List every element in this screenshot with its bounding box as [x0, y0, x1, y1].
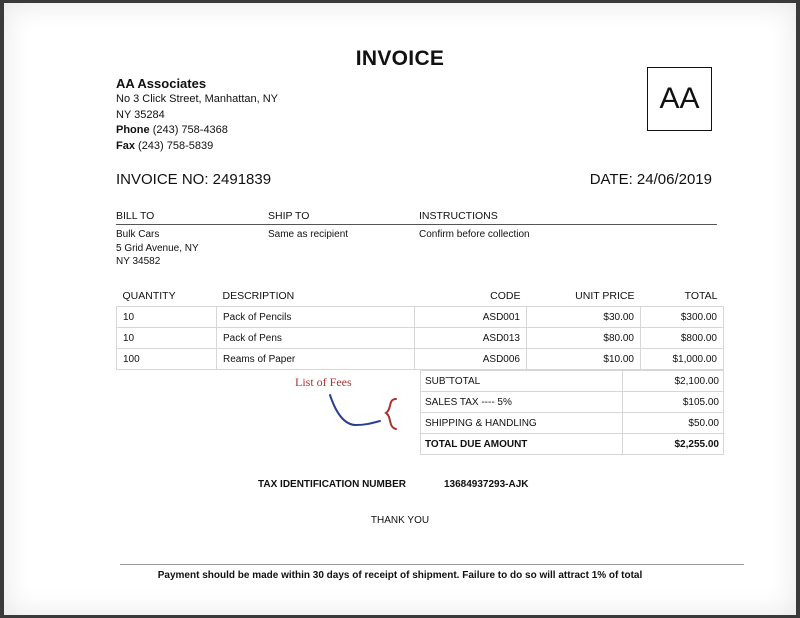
annotation-arrow-icon — [322, 391, 402, 447]
items-header-row — [117, 286, 724, 307]
total-due-label: TOTAL DUE AMOUNT — [421, 434, 623, 455]
invoice-page — [4, 3, 796, 615]
invoice-number: INVOICE NO: 2491839 — [116, 171, 272, 188]
annotation-label: List of Fees — [295, 375, 352, 389]
items-table — [116, 286, 724, 370]
company-logo: AA — [647, 67, 712, 131]
table-row — [117, 349, 724, 370]
bill-to-line: 5 Grid Avenue, NY — [116, 242, 199, 254]
subtotal-label: SUB˜TOTAL — [421, 371, 623, 392]
col-quantity: QUANTITY — [117, 286, 217, 307]
footer-divider — [120, 564, 744, 565]
totals-row — [421, 371, 724, 392]
ship-to-label: SHIP TO — [268, 210, 310, 222]
company-phone — [116, 123, 278, 139]
item-total: $1,000.00 — [641, 349, 724, 370]
company-address-line1: No 3 Click Street, Manhattan, NY — [116, 93, 279, 105]
item-unit: $30.00 — [527, 307, 641, 328]
item-code: ASD001 — [415, 307, 527, 328]
instructions-label: INSTRUCTIONS — [419, 210, 498, 222]
item-desc: Pack of Pencils — [217, 307, 415, 328]
item-qty: 10 — [117, 307, 217, 328]
fax-number: (243) 758-5839 — [138, 139, 214, 152]
bill-to-address — [116, 228, 199, 269]
phone-number: (243) 758-4368 — [152, 124, 228, 136]
item-code: ASD013 — [415, 328, 527, 349]
phone-label: Phone — [116, 124, 150, 136]
item-total: $800.00 — [641, 328, 724, 349]
invoice-title: INVOICE — [355, 47, 445, 70]
item-qty: 10 — [117, 328, 217, 349]
totals-row — [421, 434, 724, 455]
col-code: CODE — [415, 286, 527, 307]
ship-to-value: Same as recipient — [268, 229, 349, 240]
col-unit-price: UNIT PRICE — [527, 286, 641, 307]
instructions-value: Confirm before collection — [419, 229, 530, 240]
sales-tax-value: $105.00 — [623, 392, 724, 413]
bill-to-label: BILL TO — [116, 210, 155, 222]
item-total: $300.00 — [641, 307, 724, 328]
invoice-date: DATE: 24/06/2019 — [589, 171, 712, 188]
totals-table — [420, 370, 724, 455]
table-row — [117, 328, 724, 349]
parties-divider — [116, 224, 717, 225]
total-due-value: $2,255.00 — [623, 434, 724, 455]
company-fax — [116, 139, 278, 155]
item-qty: 100 — [117, 349, 217, 370]
subtotal-value: $2,100.00 — [623, 371, 724, 392]
company-address-line2: NY 35284 — [116, 108, 165, 121]
item-code: ASD006 — [415, 349, 527, 370]
col-total: TOTAL — [641, 286, 724, 307]
company-name: AA Associates — [116, 76, 207, 91]
fax-label: Fax — [116, 139, 135, 152]
totals-row — [421, 413, 724, 434]
item-unit: $10.00 — [527, 349, 641, 370]
payment-terms: Payment should be made within 30 days of receipt of shipment. Failure to do so will attract 1% of total — [157, 570, 643, 581]
bill-to-line: Bulk Cars — [116, 229, 160, 240]
item-unit: $80.00 — [527, 328, 641, 349]
shipping-label: SHIPPING & HANDLING — [421, 413, 623, 434]
totals-row — [421, 392, 724, 413]
thank-you-text: THANK YOU — [370, 515, 430, 526]
item-desc: Pack of Pens — [217, 328, 415, 349]
col-description: DESCRIPTION — [217, 286, 415, 307]
tax-id-value: 13684937293-AJK — [444, 479, 529, 490]
shipping-value: $50.00 — [623, 413, 724, 434]
item-desc: Reams of Paper — [217, 349, 415, 370]
sales-tax-label: SALES TAX ---- 5% — [421, 392, 623, 413]
bill-to-line: NY 34582 — [116, 256, 161, 267]
company-info — [116, 75, 278, 154]
tax-id-label: TAX IDENTIFICATION NUMBER — [258, 479, 406, 490]
table-row — [117, 307, 724, 328]
